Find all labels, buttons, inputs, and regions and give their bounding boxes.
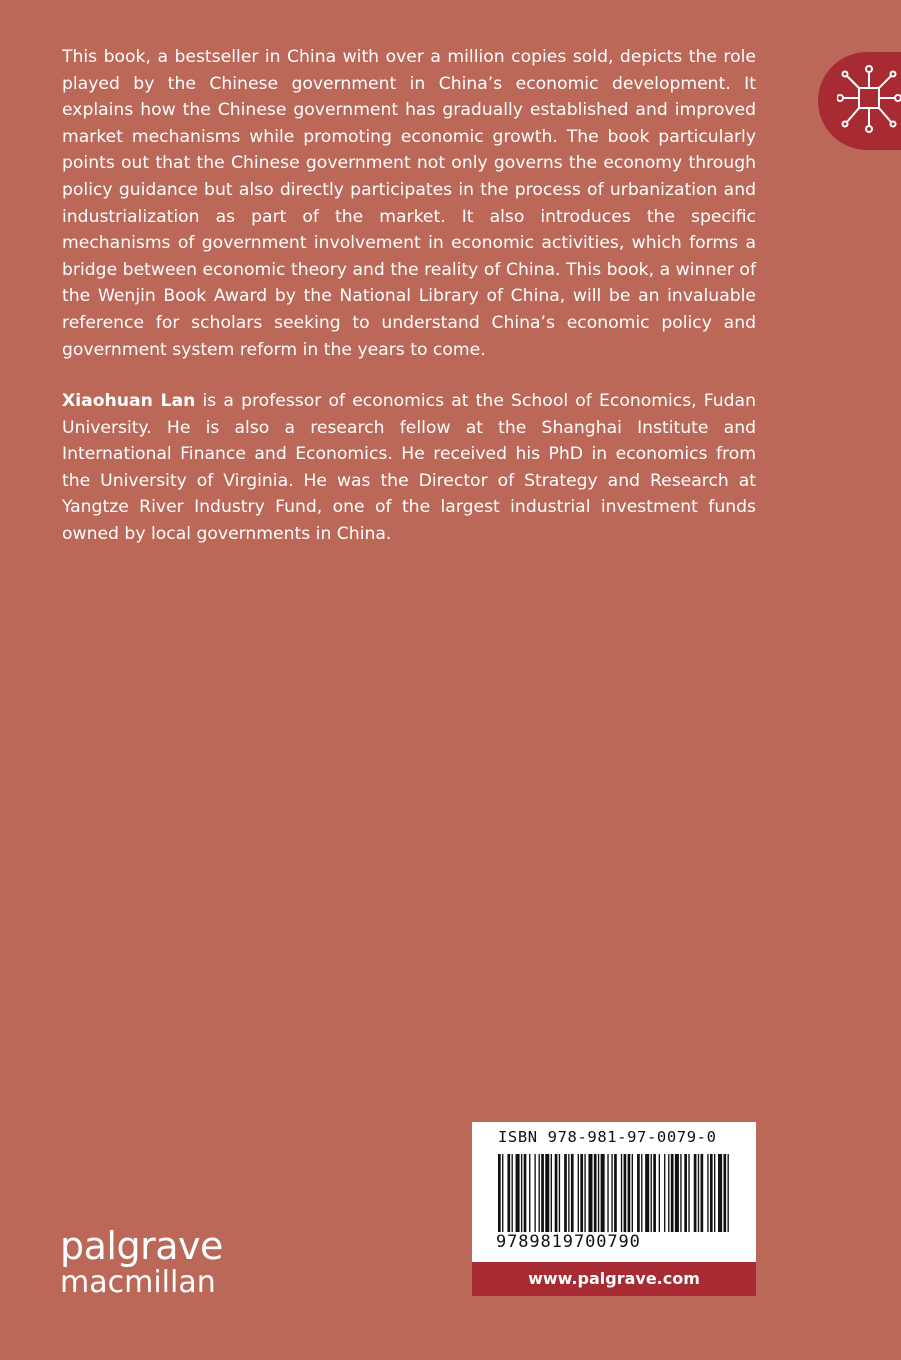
barcode-bar [551,1154,552,1244]
barcode-bar [688,1154,689,1244]
barcode-bar [541,1154,544,1244]
barcode-bar [710,1154,713,1244]
barcode-bar [614,1154,617,1244]
isbn-barcode-box [472,1122,756,1296]
barcode-bar [675,1154,679,1244]
barcode-bar [516,1154,520,1244]
publisher-logo-line1: palgrave [60,1224,223,1268]
barcode-bar [701,1154,704,1244]
barcode-bar [580,1154,583,1244]
book-description: This book, a bestseller in China with over a million copies sold, depicts the role played by the Chinese government in China’s economic development. It explains how the Chinese government has gradually established and improved market mechanisms while promoting economic growth. The book particularly points out that the Chinese government not only governs the economy through policy guidance but also directly participates in the process of urbanization and industrialization as part of the market. It also introduces the specific mechanisms of government involvement in economic activities, which forms a bridge between economic theory and the reality of China. This book, a winner of the Wenjin Book Award by the National Library of China, will be an invaluable reference for scholars seeking to understand China’s economic policy and government system reform in the years to come. [62,47,756,360]
barcode-bar [680,1154,681,1244]
publisher-url: www.palgrave.com [472,1262,756,1296]
barcode-bar [714,1154,715,1244]
barcode-bar [659,1154,660,1244]
barcode-bar [694,1154,697,1244]
barcode-bar [588,1154,592,1244]
author-name: Xiaohuan Lan [62,391,196,411]
barcode-bar [628,1154,631,1244]
barcode-bar [684,1154,687,1244]
barcode-bar [611,1154,612,1244]
isbn-label: ISBN 978-981-97-0079-0 [498,1128,717,1146]
isbn-digits: 9789819700790 [496,1232,732,1252]
barcode-bar [651,1154,652,1244]
barcode-bar [545,1154,549,1244]
barcode-bar [524,1154,527,1244]
barcode-bar [607,1154,608,1244]
barcode-bar [521,1154,522,1244]
barcode-bar [568,1154,569,1244]
barcode-bar [653,1154,656,1244]
barcode-bar [637,1154,640,1244]
barcode-bar [645,1154,649,1244]
barcode-bar [564,1154,567,1244]
barcode-bar [621,1154,622,1244]
barcode-bar [594,1154,597,1244]
barcode-bar [671,1154,674,1244]
barcode-bar [668,1154,669,1244]
barcode-bar [555,1154,558,1244]
publisher-tab [818,52,901,150]
barcode-bar [641,1154,642,1244]
author-bio-text: is a professor of economics at the School of Economics, Fudan University. He is also a research fellow at the Shanghai Institute and International Finance and Economics. He received his PhD in economics from the University of Virginia. He was the Director of Strategy and Research at Yangtze River Industry Fund, one of the largest industrial investment funds owned by local governments in China. [62,391,756,544]
barcode-bar [723,1154,726,1244]
publisher-logo [60,1226,223,1300]
barcode-bar [632,1154,633,1244]
barcode-bar [507,1154,510,1244]
barcode-bar [512,1154,513,1244]
author-bio [62,388,756,548]
barcode-bar [578,1154,579,1244]
barcode-bar [728,1154,729,1244]
publisher-logo-line2: macmillan [60,1265,216,1300]
barcode-bar [598,1154,599,1244]
barcode-bar [698,1154,699,1244]
barcode-bar [534,1154,535,1244]
barcode-bar [624,1154,627,1244]
barcode-bar [559,1154,560,1244]
barcode-bar [707,1154,708,1244]
palgrave-network-icon [837,62,901,138]
barcode-bar [601,1154,605,1244]
barcode [496,1154,732,1244]
barcode-bar [498,1154,501,1244]
barcode-bar [718,1154,722,1244]
barcode-bar [571,1154,574,1244]
barcode-bar [529,1154,530,1244]
barcode-bar [664,1154,665,1244]
barcode-bar [502,1154,503,1244]
barcode-bar [539,1154,540,1244]
barcode-bar [584,1154,585,1244]
